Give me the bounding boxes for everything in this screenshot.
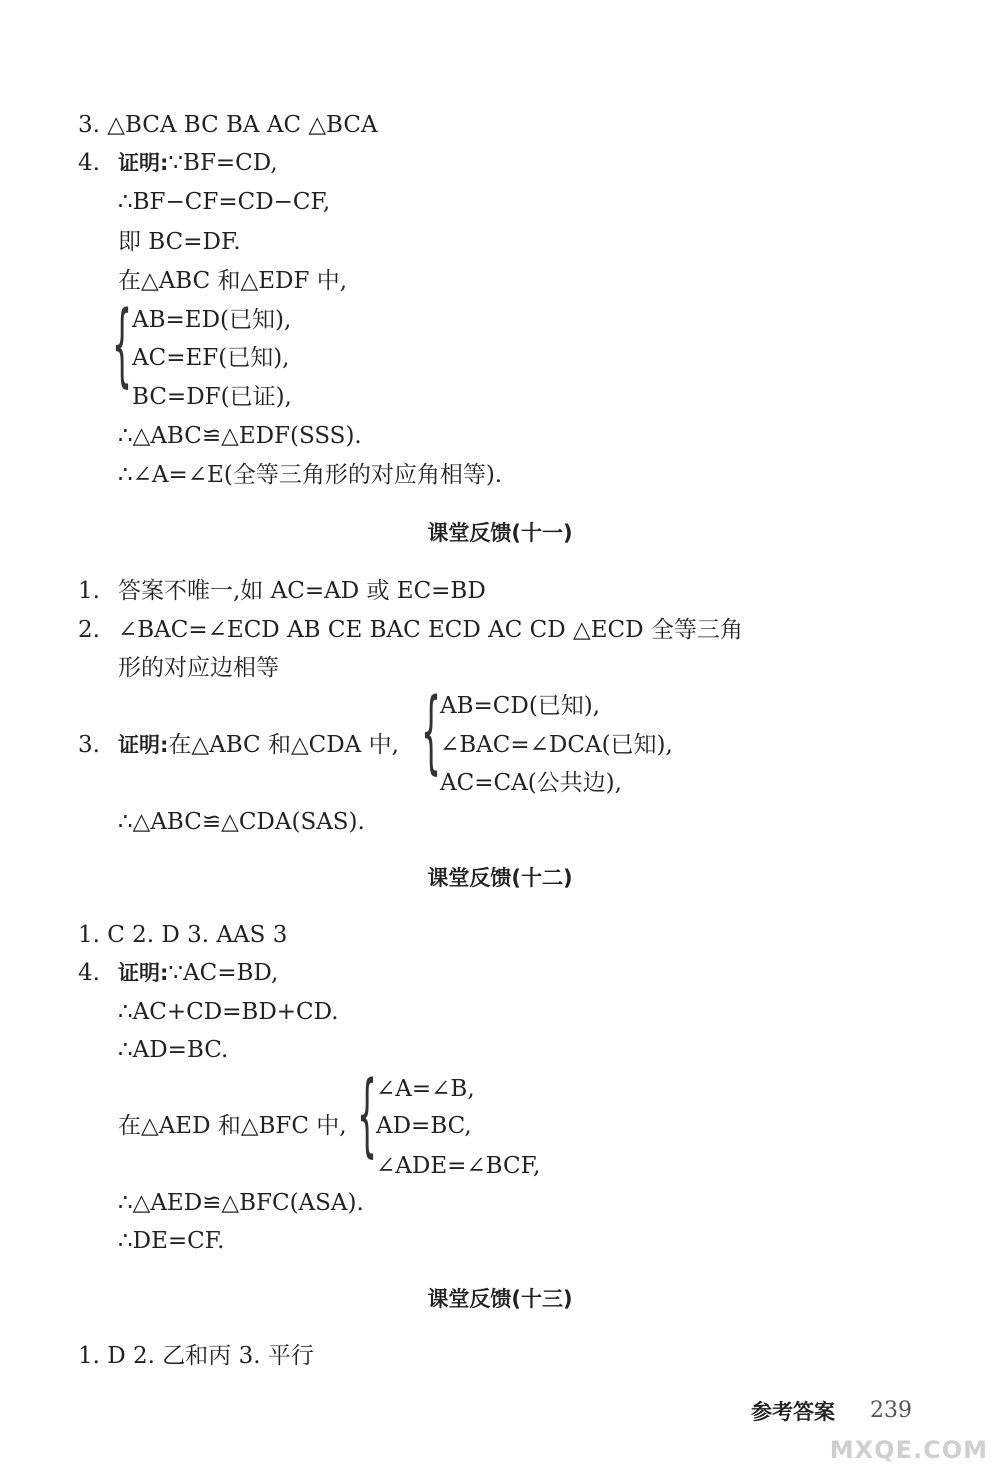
section-heading: 课堂反馈(十三) <box>427 1287 573 1311</box>
proof-text: ∵BF=CD, <box>168 150 278 176</box>
answer-line-3: 3. △BCA BC BA AC △BCA <box>78 112 378 138</box>
answer-text: ∠BAC=∠ECD AB CE BAC ECD AC CD △ECD 全等三角 <box>118 617 743 643</box>
item-number: 4. <box>78 150 100 176</box>
proof-text: 在△ABC 和△CDA 中, <box>168 732 399 758</box>
proof-step: ∴BF−CF=CD−CF, <box>118 189 331 215</box>
answer-line-4 <box>78 147 278 179</box>
proof-step: 即 BC=DF. <box>118 229 241 255</box>
answer-line-1: 1. C 2. D 3. AAS 3 <box>78 922 288 948</box>
condition-line: AD=BC, <box>376 1113 472 1139</box>
condition-line: AB=CD(已知), <box>440 693 601 719</box>
page-number: 239 <box>870 1398 912 1423</box>
proof-text: ∵AC=BD, <box>168 960 279 986</box>
proof-step: 在△AED 和△BFC 中, <box>118 1113 347 1139</box>
left-brace-icon: { <box>112 292 133 397</box>
left-brace-icon: { <box>357 1062 378 1167</box>
proof-conclusion: ∴△AED≌△BFC(ASA). <box>118 1190 364 1216</box>
footer-label: 参考答案 <box>751 1400 835 1424</box>
section-heading: 课堂反馈(十一) <box>427 521 573 545</box>
section-heading: 课堂反馈(十二) <box>427 866 573 890</box>
proof-step: ∴AD=BC. <box>118 1037 229 1063</box>
item-number: 3. <box>78 732 100 758</box>
condition-line: BC=DF(已证), <box>132 384 292 410</box>
answer-line-2 <box>78 614 743 646</box>
item-number: 1. <box>78 578 100 604</box>
answer-line-3 <box>78 729 399 761</box>
condition-line: AC=EF(已知), <box>132 345 290 371</box>
left-brace-icon: { <box>421 679 442 784</box>
proof-conclusion: ∴∠A=∠E(全等三角形的对应角相等). <box>118 462 503 488</box>
condition-line: AB=ED(已知), <box>132 307 292 333</box>
item-number: 4. <box>78 960 100 986</box>
watermark-text: MXQE.COM <box>829 1436 988 1464</box>
proof-conclusion: ∴△ABC≌△CDA(SAS). <box>118 809 365 835</box>
proof-label: 证明: <box>118 961 169 985</box>
condition-line: ∠ADE=∠BCF, <box>376 1153 541 1179</box>
answer-line-1 <box>78 575 486 607</box>
proof-label: 证明: <box>118 733 169 757</box>
item-number: 2. <box>78 617 100 643</box>
proof-label: 证明: <box>118 151 169 175</box>
answer-line-1: 1. D 2. 乙和丙 3. 平行 <box>78 1343 314 1369</box>
proof-conclusion: ∴△ABC≌△EDF(SSS). <box>118 423 362 449</box>
answer-line-4 <box>78 957 278 989</box>
condition-line: ∠BAC=∠DCA(已知), <box>440 732 673 758</box>
answer-text: 答案不唯一,如 AC=AD 或 EC=BD <box>118 578 486 604</box>
condition-line: ∠A=∠B, <box>376 1076 475 1102</box>
condition-line: AC=CA(公共边), <box>440 770 622 796</box>
proof-step: ∴AC+CD=BD+CD. <box>118 999 339 1025</box>
answer-text-continued: 形的对应边相等 <box>118 655 279 681</box>
proof-step: 在△ABC 和△EDF 中, <box>118 268 348 294</box>
proof-conclusion: ∴DE=CF. <box>118 1228 225 1254</box>
